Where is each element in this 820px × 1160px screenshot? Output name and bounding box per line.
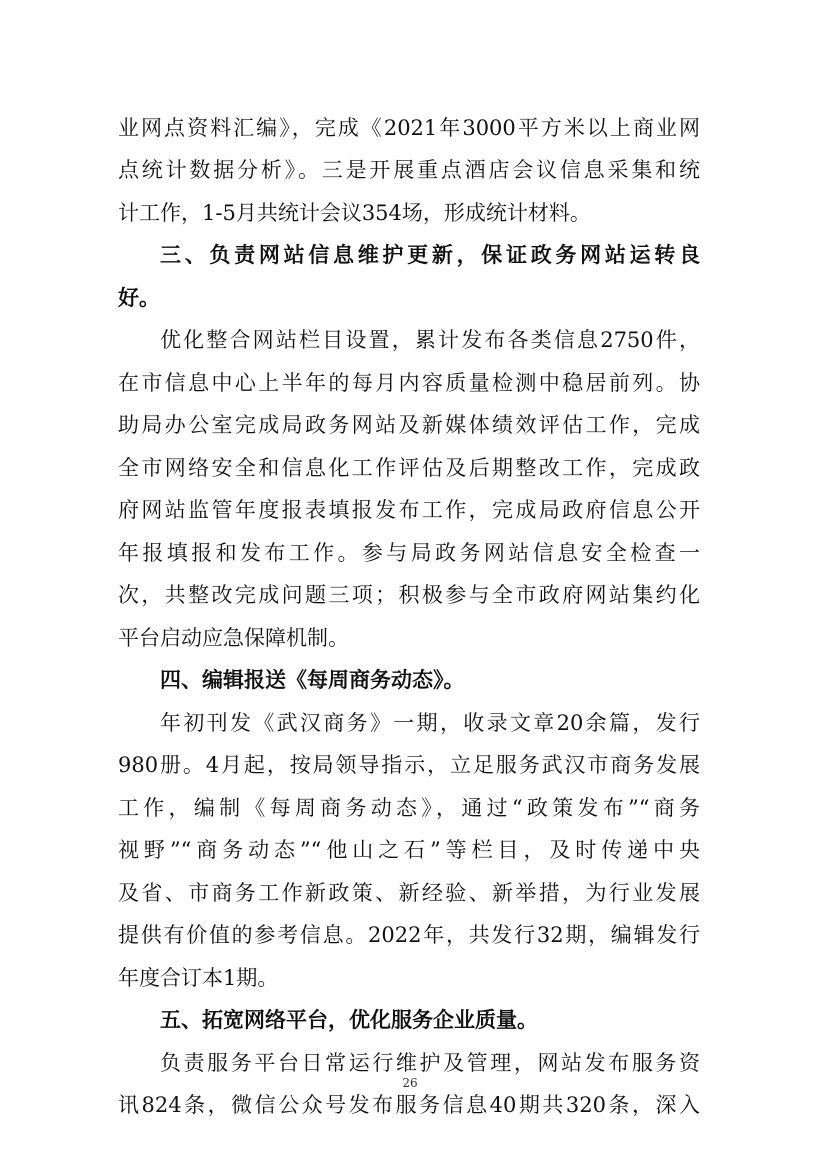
body-text-line: 在市信息中心上半年的每月内容质量检测中稳居前列。协: [118, 371, 700, 395]
body-text-line: 点统计数据分析》。三是开展重点酒店会议信息采集和统: [118, 158, 700, 182]
page-number: 26: [402, 1076, 418, 1090]
body-text-line: 980册。4月起，按局领导指示，立足服务武汉市商务发展: [118, 753, 700, 777]
body-text-line: 计工作，1-5月共统计会议354场，形成统计材料。: [118, 201, 591, 225]
body-text-line: 讯824条，微信公众号发布服务信息40期共320条，深入: [118, 1093, 700, 1117]
section-heading: 五、拓宽网络平台，优化服务企业质量。: [160, 1008, 538, 1032]
body-text-line: 全市网络安全和信息化工作评估及后期整改工作，完成政: [118, 456, 700, 480]
body-text-line: 年度合订本1期。: [118, 966, 279, 990]
body-text-line: 优化整合网站栏目设置，累计发布各类信息2750件，: [160, 328, 700, 352]
body-text-line: 年初刊发《武汉商务》一期，收录文章20余篇，发行: [160, 711, 700, 735]
body-text-line: 负责服务平台日常运行维护及管理，网站发布服务资: [160, 1051, 700, 1075]
body-text-line: 业网点资料汇编》，完成《2021年3000平方米以上商业网: [118, 116, 700, 140]
body-text-line: 平台启动应急保障机制。: [118, 626, 349, 650]
body-text-line: 府网站监管年度报表填报发布工作，完成局政府信息公开: [118, 498, 700, 522]
body-text-line: 及省、市商务工作新政策、新经验、新举措，为行业发展: [118, 881, 700, 905]
section-heading: 三、负责网站信息维护更新，保证政务网站运转良: [160, 243, 700, 267]
body-text-line: 提供有价值的参考信息。2022年，共发行32期，编辑发行: [118, 923, 700, 947]
body-text-line: 助局办公室完成局政务网站及新媒体绩效评估工作，完成: [118, 413, 700, 437]
body-text-line: 工作，编制《每周商务动态》，通过“政策发布”“商务: [118, 796, 700, 820]
body-text-line: 次，共整改完成问题三项；积极参与全市政府网站集约化: [118, 583, 700, 607]
body-text-line: 视野”“商务动态”“他山之石”等栏目，及时传递中央: [118, 838, 700, 862]
section-heading: 好。: [118, 286, 160, 310]
body-text-line: 年报填报和发布工作。参与局政务网站信息安全检查一: [118, 541, 700, 565]
section-heading: 四、编辑报送《每周商务动态》。: [160, 668, 465, 692]
